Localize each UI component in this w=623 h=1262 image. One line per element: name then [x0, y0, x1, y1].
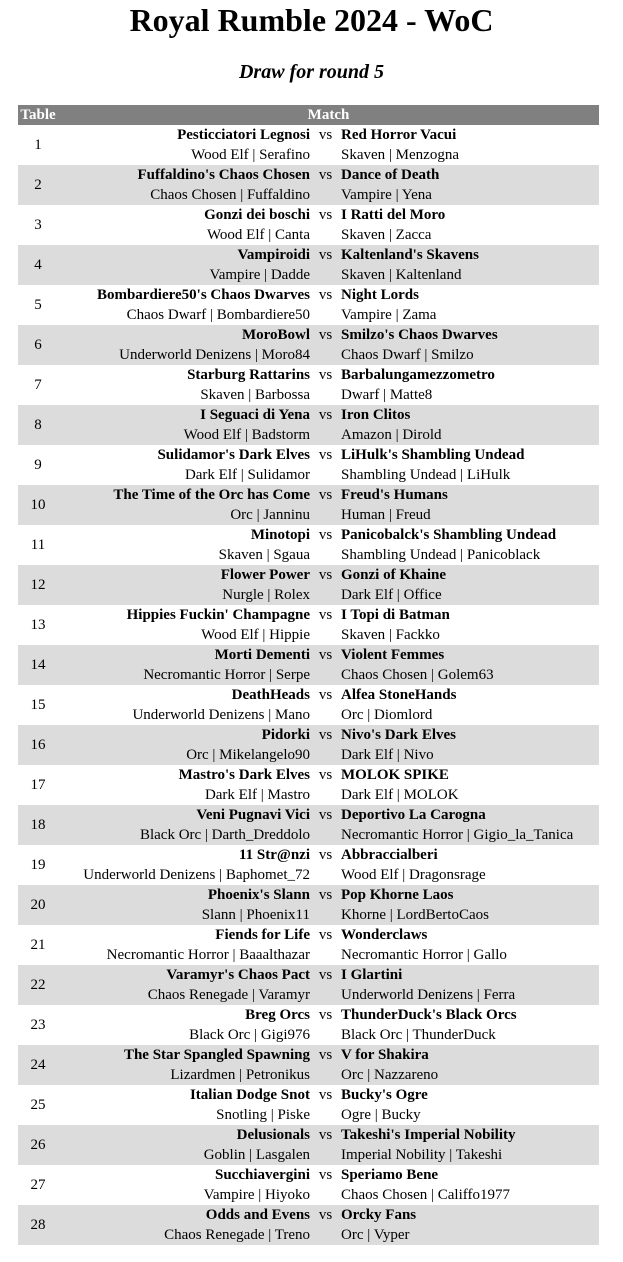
home-team-name: Fiends for Life: [215, 927, 310, 943]
away-team-info: Orc | Diomlord: [341, 707, 433, 723]
table-row: [18, 325, 599, 365]
away-team-info: Dwarf | Matte8: [341, 387, 433, 403]
away-team-info: Necromantic Horror | Gallo: [341, 947, 507, 963]
vs-label: vs: [318, 1207, 333, 1223]
home-team-name: Varamyr's Chaos Pact: [166, 967, 310, 983]
home-team-name: Starburg Rattarins: [187, 367, 310, 383]
home-team-info: Skaven | Barbossa: [200, 387, 310, 403]
away-team-info: Khorne | LordBertoCaos: [341, 907, 489, 923]
home-team-info: Lizardmen | Petronikus: [170, 1067, 310, 1083]
table-number: 4: [34, 257, 42, 273]
home-team-name: Delusionals: [236, 1127, 310, 1143]
vs-label: vs: [318, 927, 333, 943]
table-body: [18, 125, 599, 1245]
away-team-name: Gonzi of Khaine: [341, 567, 447, 583]
vs-label: vs: [318, 847, 333, 863]
header-table: Table: [20, 107, 56, 123]
away-team-info: Imperial Nobility | Takeshi: [341, 1147, 503, 1163]
home-team-name: I Seguaci di Yena: [200, 407, 310, 423]
vs-label: vs: [318, 327, 333, 343]
away-team-name: Pop Khorne Laos: [341, 887, 454, 903]
vs-label: vs: [318, 1167, 333, 1183]
table-row: [18, 1125, 599, 1165]
home-team-name: Bombardiere50's Chaos Dwarves: [96, 287, 310, 303]
table-row: [18, 1085, 599, 1125]
away-team-name: MOLOK SPIKE: [341, 767, 449, 783]
home-team-info: Underworld Denizens | Moro84: [119, 347, 310, 363]
vs-label: vs: [318, 647, 333, 663]
vs-label: vs: [318, 607, 333, 623]
away-team-info: Skaven | Menzogna: [341, 147, 459, 163]
table-row: [18, 365, 599, 405]
table-number: 26: [30, 1137, 46, 1153]
home-team-info: Orc | Janninu: [230, 507, 310, 523]
away-team-name: Iron Clitos: [341, 407, 411, 423]
table-row: [18, 725, 599, 765]
home-team-info: Necromantic Horror | Baaalthazar: [106, 947, 310, 963]
vs-label: vs: [318, 447, 333, 463]
home-team-name: The Time of the Orc has Come: [113, 487, 310, 503]
away-team-info: Necromantic Horror | Gigio_la_Tanica: [341, 827, 574, 843]
home-team-info: Black Orc | Gigi976: [189, 1027, 310, 1043]
table-row: [18, 925, 599, 965]
table-number: 16: [30, 737, 46, 753]
vs-label: vs: [318, 127, 333, 143]
table-row: [18, 845, 599, 885]
table-row: [18, 285, 599, 325]
page-title: Royal Rumble 2024 - WoC: [129, 2, 494, 38]
away-team-info: Shambling Undead | Panicoblack: [341, 547, 541, 563]
away-team-name: Bucky's Ogre: [341, 1087, 428, 1103]
table-number: 8: [34, 417, 42, 433]
header-match: Match: [307, 107, 350, 123]
away-team-name: I Glartini: [341, 967, 403, 983]
table-number: 22: [30, 977, 46, 993]
table-number: 24: [30, 1057, 46, 1073]
away-team-info: Dark Elf | MOLOK: [341, 787, 459, 803]
table-number: 14: [30, 657, 46, 673]
vs-label: vs: [318, 1127, 333, 1143]
vs-label: vs: [318, 287, 333, 303]
home-team-name: The Star Spangled Spawning: [123, 1047, 310, 1063]
table-number: 5: [34, 297, 42, 313]
vs-label: vs: [318, 487, 333, 503]
home-team-info: Dark Elf | Sulidamor: [184, 467, 310, 483]
table-row: [18, 1165, 599, 1205]
away-team-name: I Topi di Batman: [341, 607, 450, 623]
away-team-name: Nivo's Dark Elves: [341, 727, 457, 743]
away-team-name: Freud's Humans: [341, 487, 448, 503]
table-row: [18, 1045, 599, 1085]
table-number: 20: [30, 897, 46, 913]
vs-label: vs: [318, 567, 333, 583]
table-number: 11: [30, 537, 46, 553]
table-number: 17: [30, 777, 46, 793]
home-team-info: Underworld Denizens | Baphomet_72: [83, 867, 310, 883]
away-team-name: V for Shakira: [341, 1047, 429, 1063]
vs-label: vs: [318, 967, 333, 983]
away-team-name: Violent Femmes: [341, 647, 445, 663]
away-team-info: Skaven | Fackko: [341, 627, 440, 643]
away-team-name: Wonderclaws: [341, 927, 428, 943]
table-number: 13: [30, 617, 46, 633]
away-team-name: Alfea StoneHands: [341, 687, 457, 703]
table-row: [18, 885, 599, 925]
table-row: [18, 965, 599, 1005]
home-team-name: Breg Orcs: [245, 1007, 310, 1023]
away-team-name: LiHulk's Shambling Undead: [341, 447, 525, 463]
vs-label: vs: [318, 1047, 333, 1063]
home-team-name: Italian Dodge Snot: [189, 1087, 310, 1103]
table-number: 27: [30, 1177, 46, 1193]
table-number: 7: [34, 377, 42, 393]
home-team-info: Vampire | Hiyoko: [203, 1187, 310, 1203]
home-team-name: 11 Str@nzi: [238, 847, 310, 863]
away-team-name: I Ratti del Moro: [341, 207, 446, 223]
table-row: [18, 805, 599, 845]
away-team-name: Deportivo La Carogna: [341, 807, 486, 823]
table-header: [18, 105, 599, 125]
away-team-name: Night Lords: [341, 287, 419, 303]
table-number: 12: [30, 577, 46, 593]
away-team-info: Dark Elf | Office: [341, 587, 442, 603]
table-row: [18, 485, 599, 525]
away-team-info: Black Orc | ThunderDuck: [341, 1027, 496, 1043]
vs-label: vs: [318, 767, 333, 783]
table-row: [18, 605, 599, 645]
home-team-name: Veni Pugnavi Vici: [196, 807, 310, 823]
home-team-info: Nurgle | Rolex: [222, 587, 310, 603]
away-team-info: Orc | Nazzareno: [341, 1067, 439, 1083]
home-team-info: Necromantic Horror | Serpe: [143, 667, 310, 683]
home-team-info: Dark Elf | Mastro: [204, 787, 310, 803]
away-team-name: ThunderDuck's Black Orcs: [341, 1007, 517, 1023]
home-team-info: Chaos Renegade | Treno: [164, 1227, 310, 1243]
away-team-info: Chaos Dwarf | Smilzo: [341, 347, 474, 363]
home-team-name: Mastro's Dark Elves: [178, 767, 310, 783]
vs-label: vs: [318, 367, 333, 383]
page-subtitle: Draw for round 5: [238, 61, 385, 83]
away-team-info: Chaos Chosen | Califfo1977: [341, 1187, 510, 1203]
away-team-info: Vampire | Zama: [341, 307, 437, 323]
home-team-info: Skaven | Sgaua: [218, 547, 310, 563]
vs-label: vs: [318, 1007, 333, 1023]
table-row: [18, 525, 599, 565]
table-row: [18, 1205, 599, 1245]
home-team-name: MoroBowl: [241, 327, 310, 343]
away-team-info: Vampire | Yena: [341, 187, 432, 203]
table-row: [18, 125, 599, 165]
table-number: 23: [30, 1017, 46, 1033]
table-row: [18, 1005, 599, 1045]
home-team-info: Goblin | Lasgalen: [203, 1147, 310, 1163]
vs-label: vs: [318, 687, 333, 703]
away-team-name: Speriamo Bene: [341, 1167, 439, 1183]
vs-label: vs: [318, 807, 333, 823]
home-team-info: Chaos Renegade | Varamyr: [147, 987, 310, 1003]
table-row: [18, 645, 599, 685]
table-number: 3: [34, 217, 42, 233]
home-team-info: Vampire | Dadde: [209, 267, 310, 283]
home-team-name: Morti Dementi: [214, 647, 310, 663]
home-team-info: Slann | Phoenix11: [201, 907, 310, 923]
table-row: [18, 445, 599, 485]
home-team-name: Flower Power: [220, 567, 310, 583]
away-team-info: Human | Freud: [341, 507, 431, 523]
home-team-name: Odds and Evens: [205, 1207, 310, 1223]
away-team-info: Wood Elf | Dragonsrage: [341, 867, 486, 883]
home-team-info: Chaos Chosen | Fuffaldino: [150, 187, 310, 203]
table-number: 28: [30, 1217, 46, 1233]
table-row: [18, 765, 599, 805]
away-team-info: Chaos Chosen | Golem63: [341, 667, 494, 683]
away-team-info: Ogre | Bucky: [341, 1107, 421, 1123]
home-team-info: Wood Elf | Canta: [206, 227, 310, 243]
away-team-name: Orcky Fans: [341, 1207, 417, 1223]
home-team-info: Wood Elf | Serafino: [191, 147, 310, 163]
home-team-info: Underworld Denizens | Mano: [132, 707, 310, 723]
draw-table: [18, 105, 599, 1245]
home-team-name: Vampiroidi: [237, 247, 310, 263]
away-team-name: Red Horror Vacui: [341, 127, 457, 143]
home-team-name: Fuffaldino's Chaos Chosen: [137, 167, 310, 183]
table-number: 9: [34, 457, 42, 473]
home-team-name: Gonzi dei boschi: [204, 207, 310, 223]
table-number: 19: [30, 857, 46, 873]
away-team-info: Skaven | Kaltenland: [341, 267, 462, 283]
home-team-name: Hippies Fuckin' Champagne: [126, 607, 310, 623]
home-team-name: DeathHeads: [231, 687, 310, 703]
table-row: [18, 565, 599, 605]
away-team-info: Shambling Undead | LiHulk: [341, 467, 511, 483]
table-number: 25: [30, 1097, 46, 1113]
table-number: 15: [30, 697, 46, 713]
home-team-name: Pesticciatori Legnosi: [177, 127, 310, 143]
home-team-info: Black Orc | Darth_Dreddolo: [139, 827, 310, 843]
home-team-name: Succhiavergini: [214, 1167, 310, 1183]
table-number: 6: [34, 337, 42, 353]
vs-label: vs: [318, 527, 333, 543]
home-team-info: Snotling | Piske: [216, 1107, 310, 1123]
home-team-info: Orc | Mikelangelo90: [186, 747, 310, 763]
vs-label: vs: [318, 207, 333, 223]
home-team-info: Chaos Dwarf | Bombardiere50: [126, 307, 310, 323]
home-team-info: Wood Elf | Hippie: [201, 627, 310, 643]
table-number: 21: [30, 937, 46, 953]
away-team-info: Amazon | Dirold: [341, 427, 442, 443]
home-team-name: Minotopi: [250, 527, 310, 543]
table-number: 10: [30, 497, 46, 513]
away-team-name: Smilzo's Chaos Dwarves: [341, 327, 498, 343]
vs-label: vs: [318, 1087, 333, 1103]
away-team-info: Skaven | Zacca: [341, 227, 432, 243]
away-team-info: Dark Elf | Nivo: [341, 747, 434, 763]
vs-label: vs: [318, 167, 333, 183]
vs-label: vs: [318, 887, 333, 903]
vs-label: vs: [318, 727, 333, 743]
home-team-name: Phoenix's Slann: [207, 887, 310, 903]
away-team-name: Barbalungamezzometro: [341, 367, 495, 383]
home-team-info: Wood Elf | Badstorm: [183, 427, 310, 443]
vs-label: vs: [318, 407, 333, 423]
away-team-name: Abbraccialberi: [341, 847, 438, 863]
table-row: [18, 245, 599, 285]
away-team-name: Takeshi's Imperial Nobility: [341, 1127, 516, 1143]
away-team-name: Dance of Death: [341, 167, 440, 183]
table-number: 2: [34, 177, 42, 193]
table-row: [18, 165, 599, 205]
away-team-name: Panicobalck's Shambling Undead: [341, 527, 557, 543]
table-number: 18: [30, 817, 46, 833]
away-team-info: Orc | Vyper: [341, 1227, 410, 1243]
home-team-name: Sulidamor's Dark Elves: [157, 447, 310, 463]
table-row: [18, 685, 599, 725]
away-team-name: Kaltenland's Skavens: [341, 247, 479, 263]
vs-label: vs: [318, 247, 333, 263]
table-number: 1: [34, 137, 42, 153]
away-team-info: Underworld Denizens | Ferra: [341, 987, 516, 1003]
home-team-name: Pidorki: [261, 727, 310, 743]
table-row: [18, 405, 599, 445]
table-row: [18, 205, 599, 245]
